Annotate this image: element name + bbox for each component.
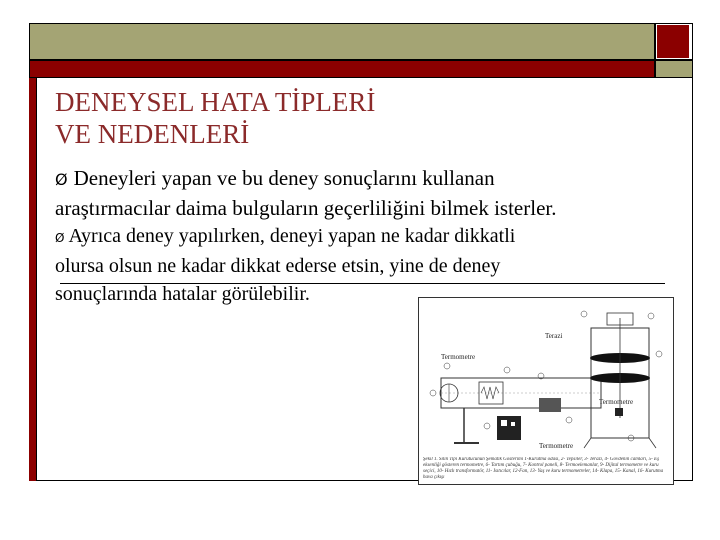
- bullet-2-line-2: olursa olsun ne kadar dikkat ederse etsin, yine de deney: [55, 255, 501, 277]
- title-line-2: VE NEDENLERİ: [55, 119, 250, 149]
- accent-bar: [29, 60, 655, 78]
- left-stripe: [29, 78, 37, 481]
- bullet-1-text-1: Deneyleri yapan ve bu deney sonuçlarını kullanan: [73, 166, 495, 190]
- bullet-arrow-icon: Ø: [55, 170, 68, 189]
- termometre-label-bottom: Termometre: [539, 442, 574, 450]
- bullet-2-text-1: Ayrıca deney yapılırken, deneyi yapan ne kadar dikkatli: [68, 225, 516, 247]
- dryer-diagram-image: [418, 297, 674, 485]
- bullet-1-line-2: araştırmacılar daima bulguların geçerliliğini bilmek isterler.: [55, 196, 557, 220]
- terazi-label: Terazi: [545, 332, 563, 340]
- header-bar: [29, 23, 655, 60]
- dryer-schematic-icon: [419, 298, 675, 458]
- bullet-2-line-1: [55, 222, 655, 252]
- accent-block: [655, 60, 693, 78]
- bullet-2-line-3: sonuçlarında hatalar görülebilir.: [55, 283, 310, 305]
- divider-line: [60, 283, 665, 284]
- bullet-1-line-1: [55, 164, 655, 194]
- termometre-label-top: Termometre: [441, 353, 476, 361]
- title-line-1: DENEYSEL HATA TİPLERİ: [55, 87, 376, 117]
- slide-title: [55, 86, 375, 150]
- bullet-arrow-icon: Ø: [55, 231, 65, 245]
- slide-body: [55, 164, 655, 308]
- figure-caption: Şekil 1. Silin Tipi Kurutucunun Şematik Gösterimi 1-Kurutma odası, 2- Tepsiler, 3- Terazi, 4- Gövdenin camları, 5- Eş eksenliği gösteren termometre, 6- Tartım çubuğu, 7- Kontrol paneli, 8- Termoelemanlar, 9- Dijital termometre ve kuru seçici, 10- Hızlı transformatör, 11- Isıtıcılar, 12-Fan, 13- Yaş ve kuru termometreler, 14- Klapa, 15- Kanal, 16- Kurutma hava çıkışı: [423, 457, 664, 480]
- corner-accent: [657, 25, 689, 58]
- termometre-label-right: Termometre: [599, 398, 634, 406]
